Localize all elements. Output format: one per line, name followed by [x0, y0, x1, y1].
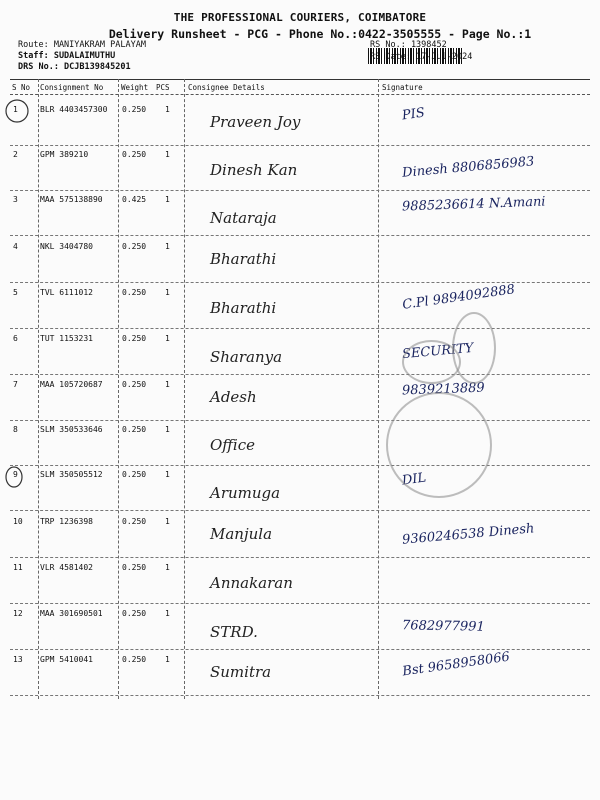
consignee-name: Bharathi: [210, 299, 277, 317]
row-pcs: 1: [165, 288, 170, 297]
staff-label: Staff: SUDALAIMUTHU: [18, 51, 116, 61]
row-pcs: 1: [165, 242, 170, 251]
consignee-name: Praveen Joy: [210, 113, 301, 131]
consignee-name: Manjula: [210, 525, 273, 543]
consignment-number: GPM 5410041: [40, 655, 93, 664]
runsheet-subtitle: Delivery Runsheet - PCG - Phone No.:0422-3505555 - Page No.:1: [108, 27, 532, 41]
row-weight: 0.250: [122, 242, 147, 251]
row-weight: 0.250: [122, 380, 147, 389]
signature: 7682977991: [401, 618, 485, 635]
row-sno: 13: [13, 655, 23, 664]
signature: C.Pl 9894092888: [401, 282, 516, 313]
table-row: [10, 236, 590, 283]
row-sno: 5: [13, 288, 18, 297]
signature: SECURITY: [401, 340, 475, 363]
row-pcs: 1: [165, 563, 170, 572]
signature: PIS: [401, 105, 426, 124]
row-sno: 7: [13, 380, 18, 389]
row-pcs: 1: [165, 334, 170, 343]
row-weight: 0.250: [122, 563, 147, 572]
consignment-number: MAA 575138890: [40, 195, 103, 204]
row-pcs: 1: [165, 655, 170, 664]
col-weight: Weight: [121, 83, 149, 92]
row-weight: 0.250: [122, 425, 147, 434]
row-sno: 10: [13, 517, 23, 526]
table-row: [10, 189, 590, 236]
col-consignee: Consignee Details: [188, 83, 265, 92]
consignment-number: VLR 4581402: [40, 563, 93, 572]
consignee-name: Office: [210, 436, 255, 454]
signature: Dinesh 8806856983: [401, 154, 535, 181]
row-pcs: 1: [165, 470, 170, 479]
consignee-name: Adesh: [210, 388, 257, 406]
consignee-name: Annakaran: [210, 574, 293, 592]
consignment-number: TUT 1153231: [40, 334, 93, 343]
col-pcs: PCS: [156, 83, 170, 92]
consignee-name: Arumuga: [210, 484, 281, 502]
table-row: [10, 649, 590, 696]
table-row: [10, 557, 590, 604]
row-weight: 0.425: [122, 195, 147, 204]
signature: 9360246538 Dinesh: [401, 521, 535, 548]
consignment-number: GPM 389210: [40, 150, 89, 159]
col-signature: Signature: [382, 83, 423, 92]
row-pcs: 1: [165, 609, 170, 618]
row-pcs: 1: [165, 380, 170, 389]
route-label: Route: MANIYAKRAM PALAYAM: [18, 40, 146, 50]
consignment-number: TVL 6111012: [40, 288, 93, 297]
consignment-number: MAA 105720687: [40, 380, 103, 389]
row-weight: 0.250: [122, 150, 147, 159]
row-sno: 1: [13, 105, 18, 114]
table-row: [10, 511, 590, 558]
consignee-name: Bharathi: [210, 250, 277, 268]
consignment-number: TRP 1236398: [40, 517, 93, 526]
signature: DIL: [401, 470, 428, 489]
row-sno: 8: [13, 425, 18, 434]
row-sno: 6: [13, 334, 18, 343]
table-header: [10, 79, 590, 95]
table-row: [10, 464, 590, 511]
consignee-name: Dinesh Kan: [210, 161, 298, 179]
col-sno: S No: [12, 83, 31, 92]
drs-label: DRS No.: DCJB139845201: [18, 62, 131, 72]
col-consignment: Consignment No: [40, 83, 104, 92]
row-weight: 0.250: [122, 334, 147, 343]
row-sno: 9: [13, 470, 18, 479]
consignment-number: SLM 350533646: [40, 425, 103, 434]
handwritten-circle: [3, 466, 27, 490]
table-row: [10, 99, 590, 146]
table-row: [10, 603, 590, 650]
row-weight: 0.250: [122, 517, 147, 526]
round-seal: [386, 392, 492, 498]
row-sno: 12: [13, 609, 23, 618]
row-sno: 4: [13, 242, 18, 251]
row-weight: 0.250: [122, 655, 147, 664]
row-pcs: 1: [165, 425, 170, 434]
signature: Bst 9658958066: [401, 649, 511, 680]
table-row: [10, 374, 590, 421]
row-weight: 0.250: [122, 470, 147, 479]
round-seal: [452, 312, 496, 384]
signature: 9839213889: [401, 380, 485, 399]
row-pcs: 1: [165, 105, 170, 114]
row-pcs: 1: [165, 150, 170, 159]
row-sno: 11: [13, 563, 23, 572]
handwritten-circle: [3, 98, 33, 124]
consignee-name: Sharanya: [210, 348, 283, 366]
table-row: [10, 282, 590, 329]
row-sno: 3: [13, 195, 18, 204]
company-title: THE PROFESSIONAL COURIERS, COIMBATORE: [173, 11, 427, 24]
row-weight: 0.250: [122, 105, 147, 114]
table-row: [10, 144, 590, 191]
row-weight: 0.250: [122, 609, 147, 618]
consignment-number: NKL 3404780: [40, 242, 93, 251]
row-pcs: 1: [165, 195, 170, 204]
rs-date: RS Date: 17-Jul-2024: [370, 52, 473, 62]
consignment-number: SLM 350505512: [40, 470, 103, 479]
row-pcs: 1: [165, 517, 170, 526]
table-row: [10, 419, 590, 466]
table-row: [10, 328, 590, 375]
consignee-name: STRD.: [210, 623, 258, 641]
rs-number: RS No.: 1398452: [370, 40, 447, 50]
consignee-name: Sumitra: [210, 663, 272, 681]
row-sno: 2: [13, 150, 18, 159]
consignment-number: MAA 301690501: [40, 609, 103, 618]
consignment-number: BLR 4403457300: [40, 105, 108, 114]
row-weight: 0.250: [122, 288, 147, 297]
consignee-name: Nataraja: [210, 209, 277, 227]
signature: 9885236614 N.Amani: [401, 194, 546, 215]
